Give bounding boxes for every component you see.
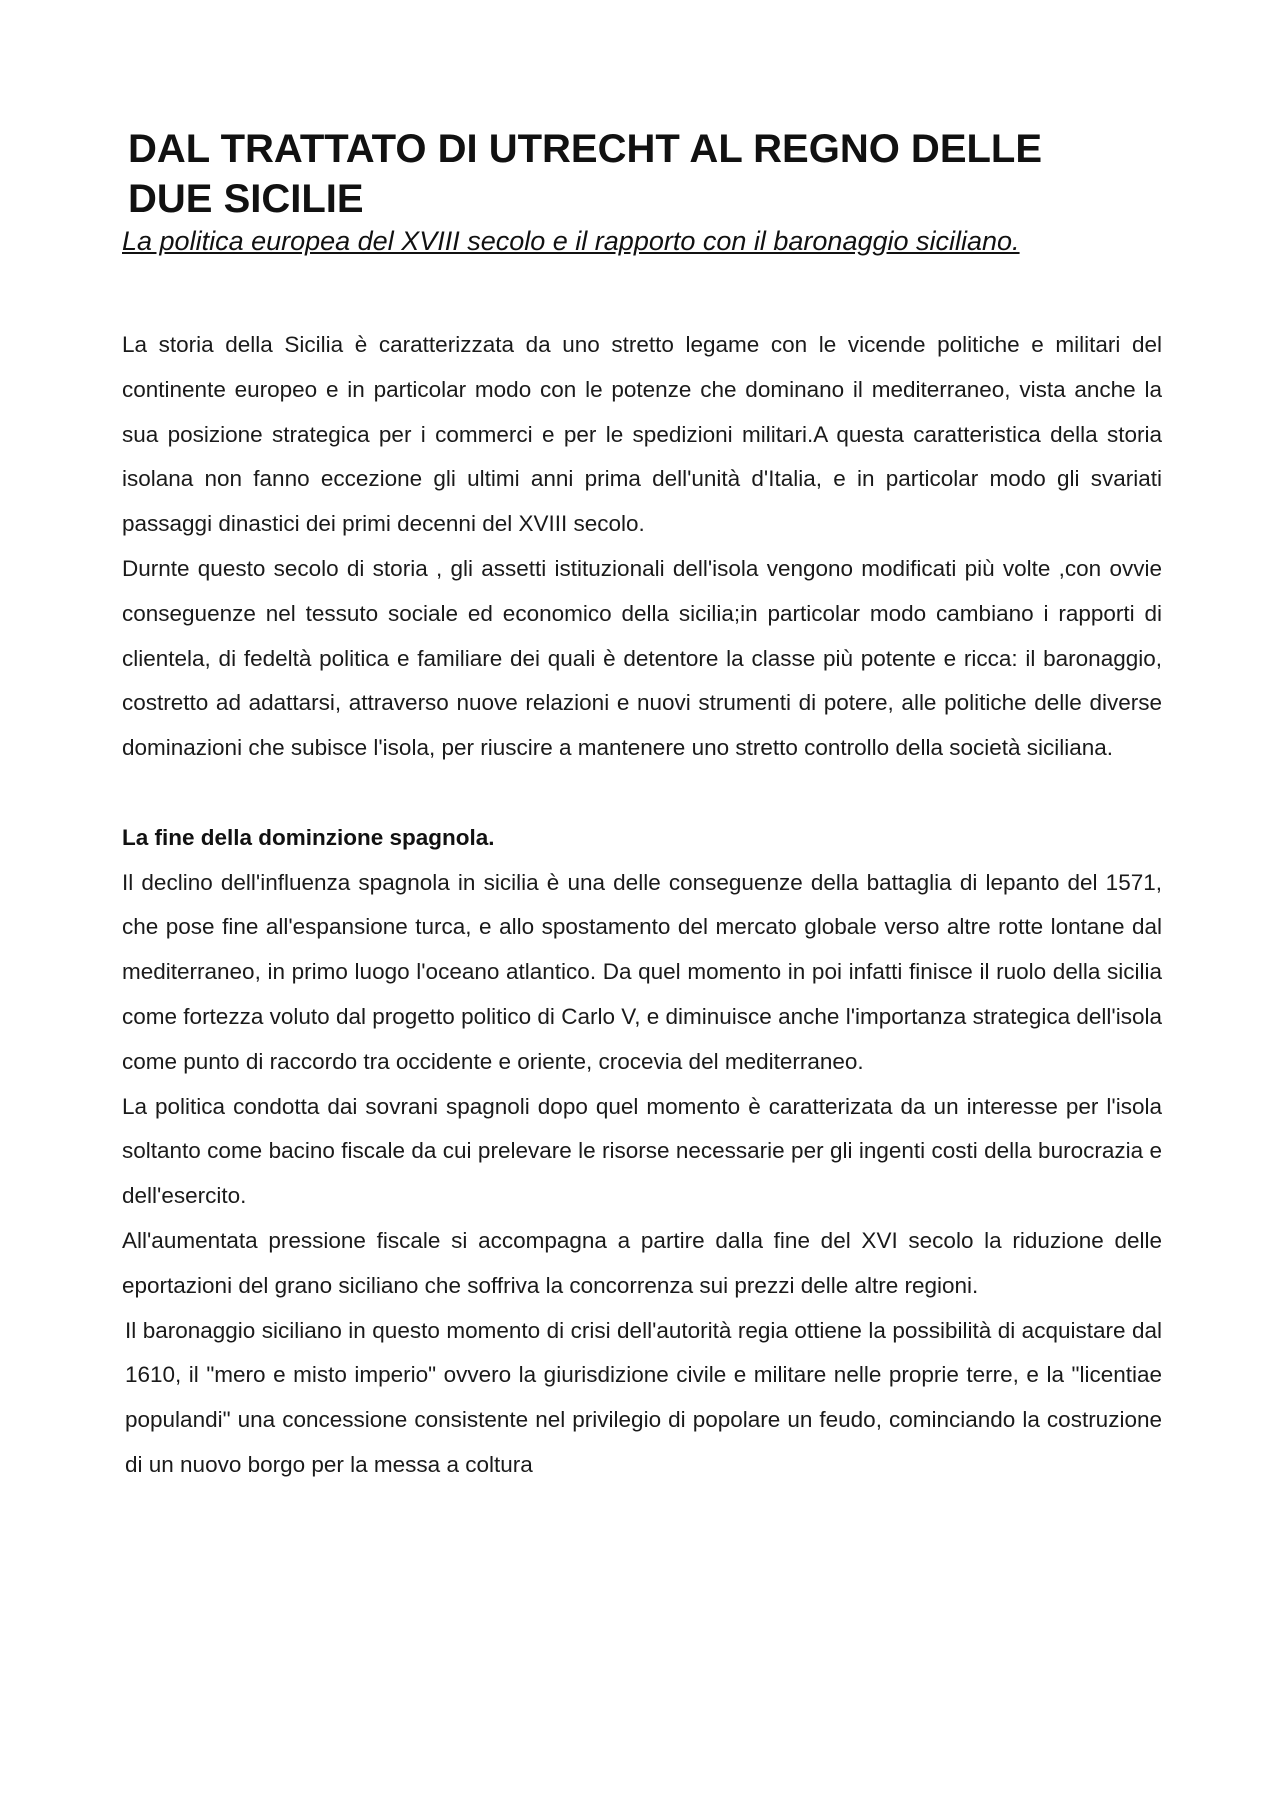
section-paragraph: All'aumentata pressione fiscale si accompagna a partire dalla fine del XVI secolo la riduzione delle eportazioni del grano siciliano che soffriva la concorrenza sui prezzi delle altre regioni.: [122, 1227, 1162, 1298]
intro-paragraph: Durnte questo secolo di storia , gli assetti istituzionali dell'isola vengono modificati più volte ,con ovvie conseguenze nel tessuto sociale ed economico della sicilia;in particolar modo cambiano i rapporti di clientela, di fedeltà politica e familiare dei quali è detentore la classe più potente e ricca: il baronaggio, costretto ad adattarsi, attraverso nuove relazioni e nuovi strumenti di potere, alle politiche delle diverse dominazioni che subisce l'isola, per riuscire a mantenere uno stretto controllo della società siciliana.: [122, 555, 1162, 761]
section-heading: La fine della dominzione spagnola.: [122, 824, 495, 850]
intro-paragraph: La storia della Sicilia è caratterizzata da uno stretto legame con le vicende politiche e militari del continente europeo e in particolar modo con le potenze che dominano il mediterraneo, vista anche la sua posizione strategica per i commerci e per le spedizioni militari.A questa caratteristica della storia isolana non fanno eccezione gli ultimi anni prima dell'unità d'Italia, e in particolar modo gli svariati passaggi dinastici dei primi decenni del XVIII secolo.: [122, 332, 1162, 537]
document-subtitle: La politica europea del XVIII secolo e il rapporto con il baronaggio siciliano.: [122, 226, 1020, 256]
section-paragraph: Il baronaggio siciliano in questo momento di crisi dell'autorità regia ottiene la possibilità di acquistare dal 1610, il "mero e misto imperio" ovvero la giurisdizione civile e militare nelle proprie terre, e la "licentiae populandi" una concessione consistente nel privilegio di popolare un feudo, cominciando la costruzione di un nuovo borgo per la messa a coltura: [125, 1317, 1162, 1477]
section-paragraph: Il declino dell'influenza spagnola in sicilia è una delle conseguenze della battaglia di lepanto del 1571, che pose fine all'espansione turca, e allo spostamento del mercato globale verso altre rotte lontane dal mediterraneo, in primo luogo l'oceano atlantico. Da quel momento in poi infatti finisce il ruolo della sicilia come fortezza voluto dal progetto politico di Carlo V, e diminuisce anche l'importanza strategica dell'isola come punto di raccordo tra occidente e oriente, crocevia del mediterraneo.: [122, 869, 1162, 1074]
document-page: [122, 124, 1162, 1488]
section-paragraph: La politica condotta dai sovrani spagnoli dopo quel momento è caratterizata da un interesse per l'isola soltanto come bacino fiscale da cui prelevare le risorse necessarie per gli ingenti costi della burocrazia e dell'esercito.: [122, 1093, 1162, 1209]
document-title: DAL TRATTATO DI UTRECHT AL REGNO DELLE DUE SICILIE: [128, 127, 1043, 221]
